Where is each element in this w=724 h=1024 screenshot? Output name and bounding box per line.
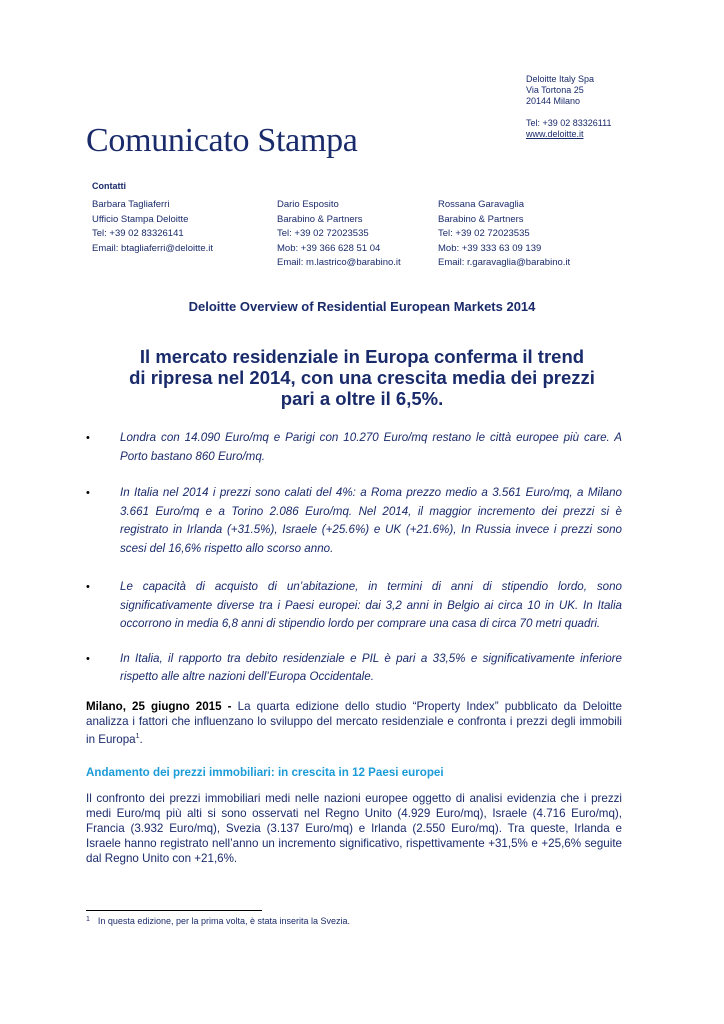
- section-heading: Andamento dei prezzi immobiliari: in crescita in 12 Paesi europei: [86, 766, 444, 779]
- contact-email[interactable]: Email: btagliaferri@deloitte.it: [92, 242, 214, 254]
- company-street: Via Tortona 25: [526, 85, 584, 95]
- intro-end: .: [139, 732, 143, 746]
- bullet-text: In Italia, il rapporto tra debito residenziale e PIL è pari a 33,5% e significativamente inferiore rispetto alle altre nazioni dell’Europa Occidentale.: [120, 651, 622, 683]
- report-subtitle: Deloitte Overview of Residential European Markets 2014: [188, 299, 536, 314]
- company-name: Deloitte Italy Spa: [526, 74, 595, 84]
- footnote: [86, 916, 350, 926]
- bullet-text: In Italia nel 2014 i prezzi sono calati del 4%: a Roma prezzo medio a 3.561 Euro/mq, a Milano 3.661 Euro/mq e a Torino 2.086 Euro/mq. Nel 2014, il maggior incremento dei prezzi si è registrato in Irlanda (+31.5%), Israele (+25.6%) e UK (+21.6%), In Russia invece i prezzi sono scesi del 16,6% rispetto allo scorso anno.: [120, 486, 622, 555]
- contact-mobile: Mob: +39 366 628 51 04: [277, 242, 381, 254]
- contact-tel: Tel: +39 02 83326141: [92, 228, 184, 239]
- footnote-divider: [86, 910, 262, 911]
- contact-org: Barabino & Partners: [438, 213, 524, 225]
- contact-org: Ufficio Stampa Deloitte: [92, 213, 189, 225]
- headline: [90, 346, 634, 409]
- company-address-block: [526, 74, 612, 140]
- list-item: [86, 429, 622, 466]
- list-item: [86, 484, 622, 558]
- bullet-icon: •: [86, 581, 90, 593]
- intro-text: La quarta edizione dello studio “Property Index” pubblicato da Deloitte analizza i fattori che influenzano lo sviluppo del mercato residenziale e confronta i prezzi degli immobili in Europa: [86, 700, 622, 746]
- section-paragraph: Il confronto dei prezzi immobiliari medi nelle nazioni europee oggetto di analisi evidenzia che i prezzi medi Euro/mq più alti si sono osservati nel Regno Unito (4.929 Euro/mq), Israele (4.716 Euro/mq), Francia (3.932 Euro/mq), Svezia (3.137 Euro/mq) e Irlanda (2.550 Euro/mq). Tra queste, Irlanda e Israele hanno registrato nell’anno un incremento significativo, rispettivamente +31,5% e +25,6% seguite dal Regno Unito con +21,6%.: [86, 792, 622, 865]
- contact-email[interactable]: Email: r.garavaglia@barabino.it: [438, 257, 571, 268]
- list-item: [86, 650, 622, 687]
- contact-name: Dario Esposito: [277, 199, 339, 210]
- contact-name: Barbara Tagliaferri: [92, 199, 170, 210]
- contact-column-2: [277, 198, 401, 271]
- bullet-text: Londra con 14.090 Euro/mq e Parigi con 10.270 Euro/mq restano le città europee più care. A Porto bastano 860 Euro/mq.: [120, 431, 622, 463]
- bullet-icon: •: [86, 487, 90, 499]
- contact-mobile: Mob: +39 333 63 09 139: [438, 242, 542, 254]
- contact-column-3: [438, 198, 570, 271]
- headline-line: pari a oltre il 6,5%.: [280, 388, 444, 409]
- company-tel: Tel: +39 02 83326111: [526, 118, 612, 128]
- contact-tel: Tel: +39 02 72023535: [277, 228, 369, 239]
- company-website-link[interactable]: www.deloitte.it: [526, 129, 584, 139]
- list-item: [86, 578, 622, 634]
- footnote-number: 1: [86, 916, 90, 923]
- contacts-label: Contatti: [92, 181, 126, 191]
- bullet-text: Le capacità di acquisto di un’abitazione, in termini di anni di stipendio lordo, sono significativamente diverse tra i Paesi europei: dai 3,2 anni in Belgio ai circa 10 in UK. In Italia occorrono in media 6,8 anni di stipendio lordo per comprare una casa di circa 70 metri quadri.: [120, 580, 622, 630]
- company-city: 20144 Milano: [526, 96, 581, 106]
- footnote-ref[interactable]: 1: [135, 733, 140, 740]
- contact-tel: Tel: +39 02 72023535: [438, 228, 530, 239]
- headline-line: di ripresa nel 2014, con una crescita media dei prezzi: [129, 367, 595, 388]
- bullet-icon: •: [86, 432, 90, 444]
- footnote-text: In questa edizione, per la prima volta, è stata inserita la Svezia.: [97, 916, 351, 926]
- contact-name: Rossana Garavaglia: [438, 199, 525, 210]
- contact-email[interactable]: Email: m.lastrico@barabino.it: [277, 257, 401, 268]
- bullet-icon: •: [86, 652, 90, 665]
- contact-column-1: [92, 198, 213, 256]
- page-title: Comunicato Stampa: [86, 122, 358, 159]
- dateline: Milano, 25 giugno 2015 -: [86, 700, 232, 713]
- headline-line: Il mercato residenziale in Europa conferma il trend: [139, 346, 585, 367]
- contact-org: Barabino & Partners: [277, 213, 363, 225]
- key-points-list: [86, 429, 622, 705]
- intro-paragraph: [86, 699, 622, 747]
